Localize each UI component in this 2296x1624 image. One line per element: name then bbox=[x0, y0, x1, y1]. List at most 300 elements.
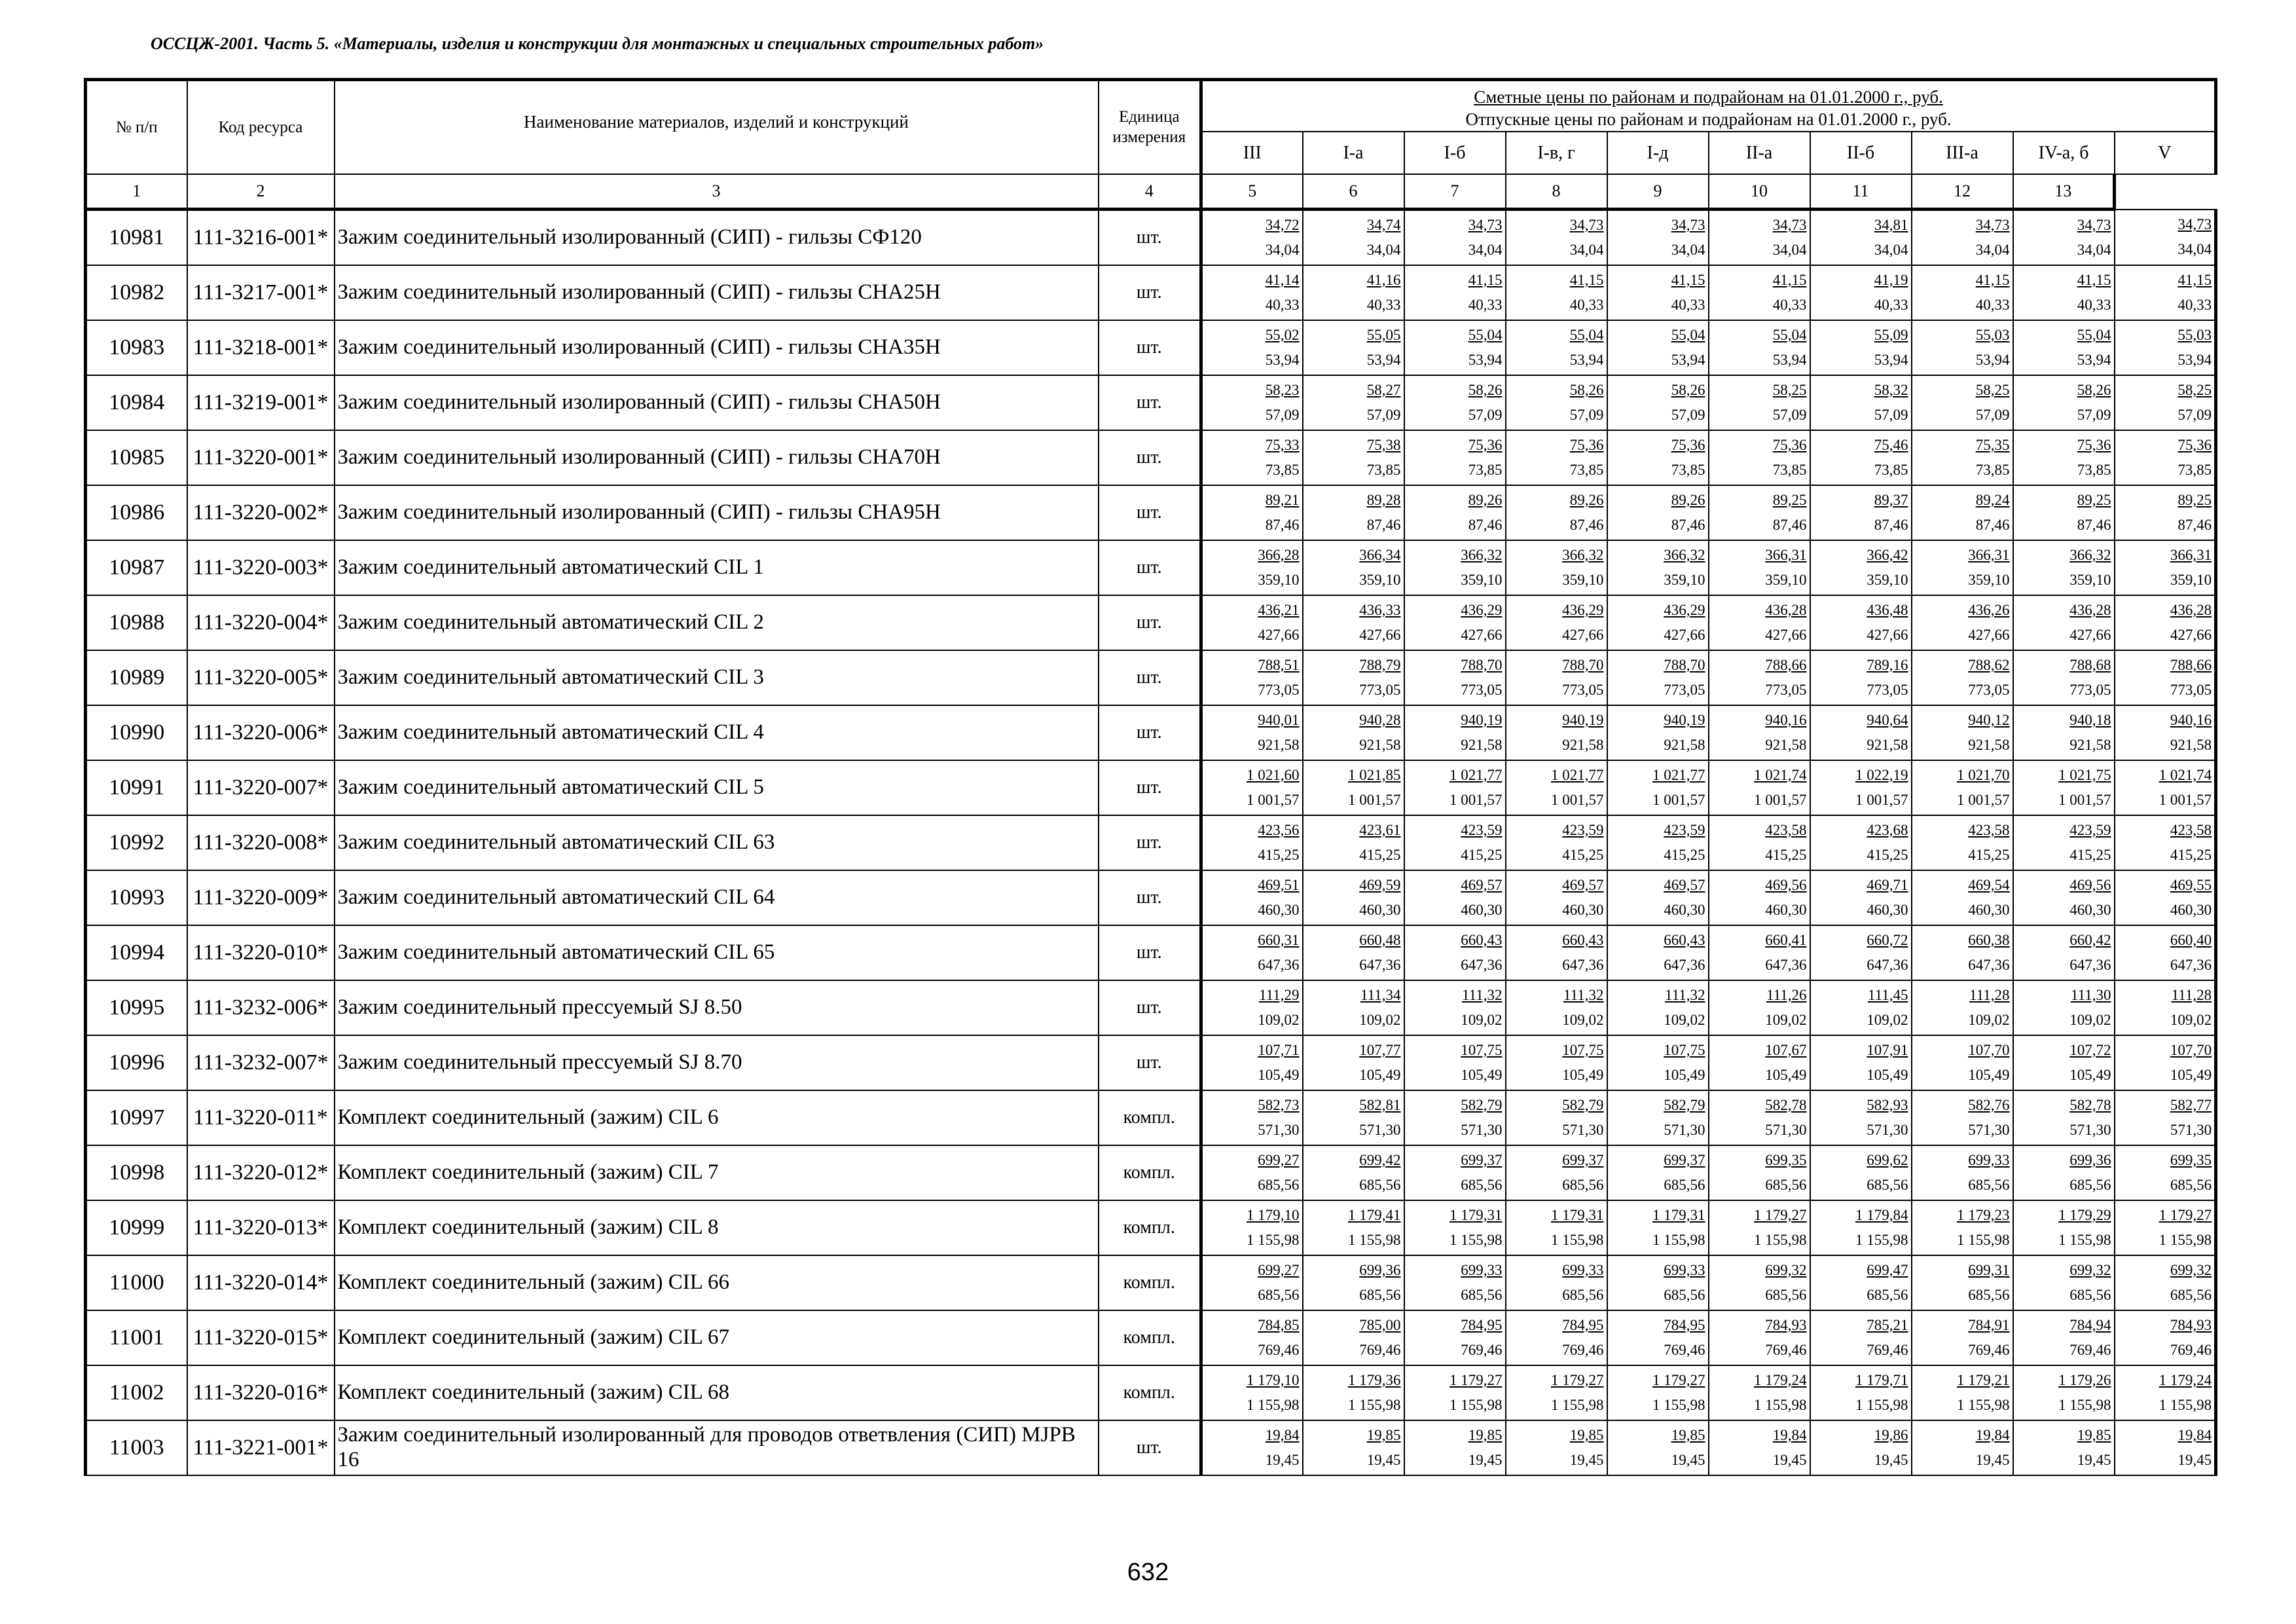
price-cell bbox=[1201, 210, 1303, 266]
release-price: 1 001,57 bbox=[1348, 792, 1401, 808]
estimate-price: 784,93 bbox=[1765, 1317, 1807, 1333]
release-price: 773,05 bbox=[1867, 682, 1908, 698]
price-cell bbox=[1810, 375, 1912, 430]
price-cell bbox=[1912, 1200, 2013, 1255]
table-row bbox=[86, 815, 2216, 870]
release-price: 1 001,57 bbox=[1247, 792, 1300, 808]
estimate-price: 660,43 bbox=[1562, 932, 1604, 948]
price-cell bbox=[1912, 650, 2013, 705]
estimate-price: 75,38 bbox=[1366, 437, 1401, 453]
price-cell bbox=[1303, 485, 1404, 540]
release-price: 1 155,98 bbox=[1348, 1232, 1401, 1248]
price-cell bbox=[2013, 1310, 2115, 1365]
release-price: 773,05 bbox=[1359, 682, 1401, 698]
price-cell bbox=[1607, 430, 1709, 485]
estimate-price: 19,85 bbox=[2077, 1427, 2111, 1443]
release-price: 34,04 bbox=[1671, 242, 1705, 258]
price-cell bbox=[1607, 1200, 1709, 1255]
estimate-price: 469,54 bbox=[1968, 877, 2010, 893]
price-cell bbox=[1607, 375, 1709, 430]
release-price: 415,25 bbox=[2069, 847, 2111, 863]
release-price: 34,04 bbox=[1366, 242, 1401, 258]
price-cell bbox=[1810, 595, 1912, 650]
price-cell bbox=[1912, 375, 2013, 430]
material-name: Зажим соединительный изолированный (СИП) - гильзы СНА35Н bbox=[335, 320, 1099, 375]
estimate-price: 469,57 bbox=[1461, 877, 1503, 893]
estimate-price: 660,42 bbox=[2069, 932, 2111, 948]
estimate-price: 58,26 bbox=[1468, 382, 1503, 398]
estimate-price: 660,38 bbox=[1968, 932, 2010, 948]
price-cell bbox=[1201, 705, 1303, 760]
price-cell bbox=[2115, 870, 2216, 925]
estimate-price: 660,72 bbox=[1867, 932, 1908, 948]
estimate-price: 699,36 bbox=[2069, 1152, 2111, 1168]
release-price: 685,56 bbox=[1867, 1177, 1908, 1193]
release-price: 53,94 bbox=[1874, 352, 1908, 368]
estimate-price: 785,21 bbox=[1867, 1317, 1908, 1333]
release-price: 685,56 bbox=[2170, 1177, 2212, 1193]
release-price: 773,05 bbox=[1968, 682, 2010, 698]
release-price: 460,30 bbox=[1461, 902, 1503, 918]
estimate-price: 469,55 bbox=[2170, 877, 2212, 893]
price-cell bbox=[1404, 210, 1506, 266]
estimate-price: 789,16 bbox=[1867, 657, 1908, 673]
estimate-price: 58,25 bbox=[1975, 382, 2010, 398]
release-price: 647,36 bbox=[1258, 957, 1300, 973]
release-price: 109,02 bbox=[1765, 1012, 1807, 1028]
release-price: 460,30 bbox=[1562, 902, 1604, 918]
release-price: 685,56 bbox=[2170, 1287, 2212, 1303]
material-name: Зажим соединительный автоматический CIL 2 bbox=[335, 595, 1099, 650]
release-price: 105,49 bbox=[1968, 1067, 2010, 1083]
release-price: 40,33 bbox=[1468, 297, 1503, 313]
estimate-price: 19,85 bbox=[1671, 1427, 1705, 1443]
release-price: 1 155,98 bbox=[1551, 1397, 1604, 1413]
release-price: 460,30 bbox=[2069, 902, 2111, 918]
estimate-price: 107,75 bbox=[1461, 1042, 1503, 1058]
row-number: 10997 bbox=[86, 1090, 187, 1145]
release-price: 19,45 bbox=[1569, 1452, 1604, 1468]
release-price: 415,25 bbox=[2170, 847, 2212, 863]
release-price: 1 155,98 bbox=[1652, 1232, 1705, 1248]
estimate-price: 660,48 bbox=[1359, 932, 1401, 948]
release-price: 415,25 bbox=[1359, 847, 1401, 863]
estimate-price: 1 179,24 bbox=[1754, 1372, 1807, 1388]
release-price: 685,56 bbox=[1867, 1287, 1908, 1303]
release-price: 109,02 bbox=[1258, 1012, 1300, 1028]
estimate-price: 436,29 bbox=[1562, 602, 1604, 618]
price-cell bbox=[2013, 1255, 2115, 1310]
price-cell bbox=[1912, 980, 2013, 1035]
estimate-price: 55,03 bbox=[1975, 327, 2010, 343]
release-price: 19,45 bbox=[1671, 1452, 1705, 1468]
release-price: 57,09 bbox=[1366, 407, 1401, 423]
table-row bbox=[86, 1035, 2216, 1090]
resource-code: 111-3220-001* bbox=[187, 430, 335, 485]
price-cell bbox=[1709, 980, 1810, 1035]
price-cell bbox=[1404, 760, 1506, 815]
header-region-3: I-б bbox=[1404, 132, 1506, 174]
estimate-price: 111,26 bbox=[1766, 987, 1807, 1003]
row-number: 10987 bbox=[86, 540, 187, 595]
estimate-price: 436,21 bbox=[1258, 602, 1300, 618]
price-cell bbox=[1607, 1255, 1709, 1310]
price-cell bbox=[2013, 925, 2115, 980]
price-cell bbox=[1404, 1035, 1506, 1090]
estimate-price: 34,72 bbox=[1265, 217, 1300, 233]
price-cell bbox=[1607, 870, 1709, 925]
release-price: 921,58 bbox=[2170, 737, 2212, 753]
release-price: 105,49 bbox=[2170, 1067, 2212, 1083]
estimate-price: 784,95 bbox=[1562, 1317, 1604, 1333]
price-cell bbox=[1709, 815, 1810, 870]
price-cell bbox=[1404, 375, 1506, 430]
estimate-price: 1 179,10 bbox=[1247, 1207, 1300, 1223]
price-cell bbox=[1810, 870, 1912, 925]
estimate-price: 660,40 bbox=[2170, 932, 2212, 948]
estimate-price: 366,31 bbox=[1765, 547, 1807, 563]
release-price: 415,25 bbox=[1562, 847, 1604, 863]
estimate-price: 41,16 bbox=[1366, 272, 1401, 288]
estimate-price: 660,43 bbox=[1664, 932, 1705, 948]
release-price: 109,02 bbox=[2069, 1012, 2111, 1028]
price-cell bbox=[1303, 980, 1404, 1035]
estimate-price: 34,73 bbox=[1975, 217, 2010, 233]
release-price: 19,45 bbox=[1265, 1452, 1300, 1468]
price-cell bbox=[2115, 1365, 2216, 1420]
row-number: 10990 bbox=[86, 705, 187, 760]
price-cell bbox=[1506, 265, 1607, 320]
page-number: 632 bbox=[1127, 1559, 1169, 1586]
column-number-12: 12 bbox=[1912, 174, 2013, 210]
price-cell bbox=[1506, 650, 1607, 705]
table-row bbox=[86, 375, 2216, 430]
release-price: 34,04 bbox=[1874, 242, 1908, 258]
estimate-price: 55,05 bbox=[1366, 327, 1401, 343]
estimate-price: 699,35 bbox=[1765, 1152, 1807, 1168]
estimate-price: 41,14 bbox=[1265, 272, 1300, 288]
estimate-price: 41,15 bbox=[1671, 272, 1705, 288]
unit: компл. bbox=[1099, 1145, 1201, 1200]
price-cell bbox=[1709, 760, 1810, 815]
price-cell bbox=[1201, 265, 1303, 320]
price-cell bbox=[1404, 1255, 1506, 1310]
estimate-price: 788,70 bbox=[1461, 657, 1503, 673]
release-price: 460,30 bbox=[1258, 902, 1300, 918]
release-price: 647,36 bbox=[1461, 957, 1503, 973]
estimate-price: 19,84 bbox=[1265, 1427, 1300, 1443]
release-price: 87,46 bbox=[1265, 517, 1300, 533]
release-price: 921,58 bbox=[1968, 737, 2010, 753]
price-cell bbox=[1404, 1090, 1506, 1145]
release-price: 53,94 bbox=[1366, 352, 1401, 368]
release-price: 773,05 bbox=[1562, 682, 1604, 698]
estimate-price: 940,01 bbox=[1258, 712, 1300, 728]
estimate-price: 469,59 bbox=[1359, 877, 1401, 893]
estimate-price: 423,59 bbox=[2069, 822, 2111, 838]
release-price: 1 001,57 bbox=[1957, 792, 2010, 808]
release-price: 647,36 bbox=[1968, 957, 2010, 973]
release-price: 109,02 bbox=[1867, 1012, 1908, 1028]
price-cell bbox=[1607, 265, 1709, 320]
material-name: Зажим соединительный изолированный (СИП) - гильзы СФ120 bbox=[335, 210, 1099, 266]
release-price: 647,36 bbox=[1359, 957, 1401, 973]
release-price: 57,09 bbox=[1569, 407, 1604, 423]
estimate-price: 1 021,60 bbox=[1247, 767, 1300, 783]
price-cell bbox=[1709, 210, 1810, 266]
release-price: 685,56 bbox=[1359, 1177, 1401, 1193]
price-cell bbox=[1201, 1420, 1303, 1475]
estimate-price: 34,73 bbox=[1468, 217, 1503, 233]
price-cell bbox=[1303, 595, 1404, 650]
estimate-price: 469,56 bbox=[1765, 877, 1807, 893]
release-price: 415,25 bbox=[1258, 847, 1300, 863]
estimate-price: 423,59 bbox=[1461, 822, 1503, 838]
estimate-price: 107,75 bbox=[1664, 1042, 1705, 1058]
estimate-price: 107,72 bbox=[2069, 1042, 2111, 1058]
unit: компл. bbox=[1099, 1200, 1201, 1255]
material-name: Комплект соединительный (зажим) CIL 67 bbox=[335, 1310, 1099, 1365]
document-header: ОССЦЖ-2001. Часть 5. «Материалы, изделия и конструкции для монтажных и специальных строительных работ» bbox=[151, 34, 1044, 53]
estimate-price: 1 179,36 bbox=[1348, 1372, 1401, 1388]
release-price: 19,45 bbox=[1468, 1452, 1503, 1468]
table-row bbox=[86, 540, 2216, 595]
price-cell bbox=[1506, 1255, 1607, 1310]
table-row bbox=[86, 265, 2216, 320]
estimate-price: 366,32 bbox=[2069, 547, 2111, 563]
release-price: 685,56 bbox=[2069, 1177, 2111, 1193]
resource-code: 111-3219-001* bbox=[187, 375, 335, 430]
material-name: Зажим соединительный автоматический CIL 3 bbox=[335, 650, 1099, 705]
release-price: 460,30 bbox=[1867, 902, 1908, 918]
price-cell bbox=[1404, 870, 1506, 925]
price-cell bbox=[1810, 430, 1912, 485]
release-price: 40,33 bbox=[1265, 297, 1300, 313]
price-cell bbox=[2115, 265, 2216, 320]
estimate-price: 58,26 bbox=[2077, 382, 2111, 398]
release-price: 685,56 bbox=[1765, 1177, 1807, 1193]
price-cell bbox=[1303, 1255, 1404, 1310]
price-cell bbox=[1506, 1310, 1607, 1365]
price-cell bbox=[1506, 1420, 1607, 1475]
resource-code: 111-3232-006* bbox=[187, 980, 335, 1035]
estimate-price: 940,16 bbox=[1765, 712, 1807, 728]
price-cell bbox=[1709, 870, 1810, 925]
release-price: 57,09 bbox=[2178, 407, 2212, 423]
estimate-price: 55,09 bbox=[1874, 327, 1908, 343]
release-price: 359,10 bbox=[2069, 572, 2111, 588]
release-price: 73,85 bbox=[1569, 462, 1604, 478]
price-cell bbox=[1709, 320, 1810, 375]
price-cell bbox=[1607, 1145, 1709, 1200]
price-cell bbox=[1810, 705, 1912, 760]
release-price: 1 001,57 bbox=[1855, 792, 1908, 808]
release-price: 105,49 bbox=[1359, 1067, 1401, 1083]
estimate-price: 436,48 bbox=[1867, 602, 1908, 618]
estimate-price: 699,35 bbox=[2170, 1152, 2212, 1168]
price-cell bbox=[1404, 1365, 1506, 1420]
estimate-price: 699,42 bbox=[1359, 1152, 1401, 1168]
estimate-price: 582,76 bbox=[1968, 1097, 2010, 1113]
column-number-2: 2 bbox=[187, 174, 335, 210]
release-price: 105,49 bbox=[1867, 1067, 1908, 1083]
material-name: Зажим соединительный автоматический CIL 5 bbox=[335, 760, 1099, 815]
release-price: 53,94 bbox=[1975, 352, 2010, 368]
column-number-9: 9 bbox=[1607, 174, 1709, 210]
estimate-price: 19,84 bbox=[1772, 1427, 1807, 1443]
price-cell bbox=[1810, 1200, 1912, 1255]
price-cell bbox=[1912, 1090, 2013, 1145]
price-cell bbox=[1810, 1090, 1912, 1145]
estimate-price: 1 021,85 bbox=[1348, 767, 1401, 783]
estimate-price: 1 021,77 bbox=[1551, 767, 1604, 783]
table-row bbox=[86, 760, 2216, 815]
estimate-price: 1 179,31 bbox=[1551, 1207, 1604, 1223]
price-cell bbox=[1303, 705, 1404, 760]
unit: компл. bbox=[1099, 1255, 1201, 1310]
column-number-11: 11 bbox=[1810, 174, 1912, 210]
price-cell bbox=[2013, 540, 2115, 595]
price-cell bbox=[1404, 1145, 1506, 1200]
estimate-price: 1 179,27 bbox=[1449, 1372, 1503, 1388]
release-price: 53,94 bbox=[1265, 352, 1300, 368]
estimate-price: 1 021,77 bbox=[1652, 767, 1705, 783]
estimate-price: 423,58 bbox=[2170, 822, 2212, 838]
material-name: Зажим соединительный автоматический CIL 4 bbox=[335, 705, 1099, 760]
price-cell bbox=[1404, 980, 1506, 1035]
unit: компл. bbox=[1099, 1365, 1201, 1420]
release-price: 73,85 bbox=[1671, 462, 1705, 478]
price-cell bbox=[1607, 485, 1709, 540]
release-price: 359,10 bbox=[1359, 572, 1401, 588]
estimate-price: 1 179,10 bbox=[1247, 1372, 1300, 1388]
estimate-price: 58,32 bbox=[1874, 382, 1908, 398]
release-price: 769,46 bbox=[1867, 1342, 1908, 1358]
estimate-price: 582,77 bbox=[2170, 1097, 2212, 1113]
price-cell bbox=[1709, 925, 1810, 980]
release-price: 1 001,57 bbox=[1449, 792, 1503, 808]
estimate-price: 699,62 bbox=[1867, 1152, 1908, 1168]
estimate-price: 1 179,84 bbox=[1855, 1207, 1908, 1223]
release-price: 87,46 bbox=[1975, 517, 2010, 533]
release-price: 53,94 bbox=[1772, 352, 1807, 368]
release-price: 685,56 bbox=[1664, 1177, 1705, 1193]
release-price: 1 155,98 bbox=[1855, 1232, 1908, 1248]
release-price: 769,46 bbox=[2170, 1342, 2212, 1358]
price-cell bbox=[1201, 1365, 1303, 1420]
release-price: 34,04 bbox=[2178, 241, 2212, 258]
release-price: 685,56 bbox=[1765, 1287, 1807, 1303]
price-cell bbox=[2013, 430, 2115, 485]
release-price: 1 001,57 bbox=[1754, 792, 1807, 808]
price-cell bbox=[1404, 320, 1506, 375]
price-cell bbox=[1912, 705, 2013, 760]
estimate-price: 699,37 bbox=[1664, 1152, 1705, 1168]
price-cell bbox=[1709, 1310, 1810, 1365]
price-cell bbox=[1506, 760, 1607, 815]
price-cell bbox=[1709, 1200, 1810, 1255]
row-number: 10981 bbox=[86, 210, 187, 266]
price-cell bbox=[1709, 485, 1810, 540]
release-price: 73,85 bbox=[2178, 462, 2212, 478]
estimate-price: 19,86 bbox=[1874, 1427, 1908, 1443]
estimate-price: 660,31 bbox=[1258, 932, 1300, 948]
release-price: 685,56 bbox=[1359, 1287, 1401, 1303]
resource-code: 111-3220-009* bbox=[187, 870, 335, 925]
release-price: 685,56 bbox=[1968, 1287, 2010, 1303]
price-cell bbox=[2013, 265, 2115, 320]
price-cell bbox=[1303, 1090, 1404, 1145]
price-cell bbox=[1709, 650, 1810, 705]
price-cell bbox=[1303, 210, 1404, 266]
release-price: 1 155,98 bbox=[1652, 1397, 1705, 1413]
price-cell bbox=[2013, 320, 2115, 375]
release-price: 427,66 bbox=[1664, 627, 1705, 643]
estimate-price: 55,04 bbox=[1569, 327, 1604, 343]
price-cell bbox=[1303, 925, 1404, 980]
price-cell bbox=[1404, 1420, 1506, 1475]
estimate-price: 940,19 bbox=[1664, 712, 1705, 728]
estimate-price: 19,85 bbox=[1569, 1427, 1604, 1443]
unit: шт. bbox=[1099, 595, 1201, 650]
material-name: Зажим соединительный автоматический CIL 1 bbox=[335, 540, 1099, 595]
estimate-price: 41,15 bbox=[1975, 272, 2010, 288]
estimate-price: 784,85 bbox=[1258, 1317, 1300, 1333]
estimate-price: 41,15 bbox=[2077, 272, 2111, 288]
release-price: 415,25 bbox=[1968, 847, 2010, 863]
release-price: 53,94 bbox=[1671, 352, 1705, 368]
material-name: Зажим соединительный изолированный для проводов ответвления (СИП) MJPB 16 bbox=[335, 1420, 1099, 1475]
price-cell bbox=[1810, 1420, 1912, 1475]
release-price: 19,45 bbox=[2077, 1452, 2111, 1468]
price-cell bbox=[2013, 650, 2115, 705]
estimate-price: 436,26 bbox=[1968, 602, 2010, 618]
estimate-price: 699,33 bbox=[1461, 1262, 1503, 1278]
release-price: 1 155,98 bbox=[1551, 1232, 1604, 1248]
release-price: 415,25 bbox=[1664, 847, 1705, 863]
estimate-price: 89,26 bbox=[1671, 492, 1705, 508]
resource-code: 111-3220-003* bbox=[187, 540, 335, 595]
header-region-7: II-б bbox=[1810, 132, 1912, 174]
price-cell bbox=[1607, 320, 1709, 375]
release-price: 773,05 bbox=[1664, 682, 1705, 698]
estimate-price: 699,27 bbox=[1258, 1152, 1300, 1168]
release-price: 921,58 bbox=[2069, 737, 2111, 753]
estimate-price: 111,29 bbox=[1258, 987, 1300, 1003]
release-price: 647,36 bbox=[1562, 957, 1604, 973]
price-cell bbox=[1201, 540, 1303, 595]
material-name: Зажим соединительный автоматический CIL 65 bbox=[335, 925, 1099, 980]
release-price: 57,09 bbox=[1265, 407, 1300, 423]
price-cell bbox=[1709, 595, 1810, 650]
price-cell bbox=[1810, 540, 1912, 595]
price-cell bbox=[1912, 265, 2013, 320]
estimate-price: 940,12 bbox=[1968, 712, 2010, 728]
price-cell bbox=[1912, 870, 2013, 925]
row-number: 10992 bbox=[86, 815, 187, 870]
price-cell bbox=[1506, 1035, 1607, 1090]
price-cell bbox=[1607, 540, 1709, 595]
material-name: Комплект соединительный (зажим) CIL 8 bbox=[335, 1200, 1099, 1255]
estimate-price: 366,31 bbox=[2170, 547, 2212, 563]
price-cell bbox=[1506, 1365, 1607, 1420]
release-price: 19,45 bbox=[1772, 1452, 1807, 1468]
unit: шт. bbox=[1099, 815, 1201, 870]
estimate-price: 34,73 bbox=[1671, 217, 1705, 233]
estimate-price: 366,34 bbox=[1359, 547, 1401, 563]
price-cell bbox=[1810, 815, 1912, 870]
column-number-6: 6 bbox=[1303, 174, 1404, 210]
